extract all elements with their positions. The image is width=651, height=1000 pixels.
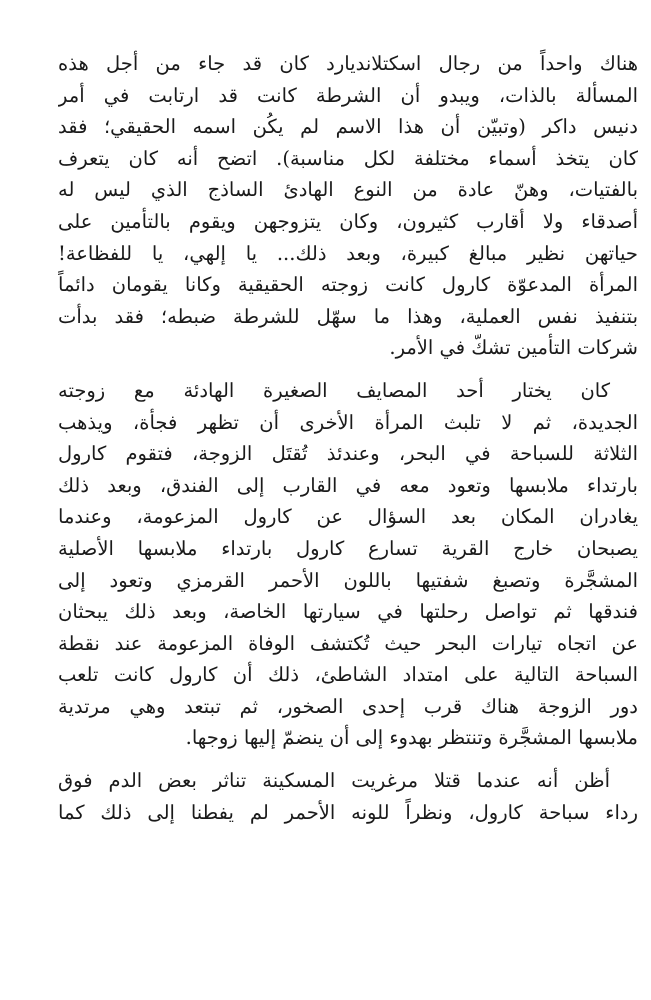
text-line: أصدقاء ولا أقارب كثيرون، وكان يتزوجهن ويقوم بالتأمين على [58, 209, 638, 233]
text-line: المرأة المدعوّة كارول كانت زوجته الحقيقية وكانا يقومان دائماً [58, 273, 638, 297]
text-line: الجديدة، ثم لا تلبث المرأة الأخرى أن تظهر فجأة، ويذهب [58, 410, 638, 434]
text-line: رداء سباحة كارول، ونظراً للونه الأحمر لم يفطنا إلى ذلك كما [58, 800, 638, 824]
text-line: السباحة التالية على امتداد الشاطئ، ذلك أن كارول كانت تلعب [58, 663, 638, 687]
text-line: دنيس داكر (وتبيّن أن هذا الاسم لم يكُن اسمه الحقيقي؛ فقد [58, 115, 638, 139]
text-line: بارتداء ملابسها وتعود معه في القارب إلى الفندق، وبعد ذلك [58, 473, 638, 497]
text-line: يغادران المكان بعد السؤال عن كارول المزعومة، وعندما [58, 505, 638, 529]
text-line: ملابسها المشجَّرة وتنتظر بهدوء إلى أن ينضمّ إليها زوجها. [185, 726, 638, 750]
text-line: بالفتيات، وهنّ عادة من النوع الهادئ الساذج الذي ليس له [58, 178, 638, 202]
text-line: شركات التأمين تشكّ في الأمر. [389, 336, 638, 360]
text-line: المشجَّرة وتصبغ شفتيها باللون الأحمر القرمزي وتعود إلى [58, 568, 638, 592]
text-line: الثلاثة للسباحة في البحر، وعندئذ تُقتَل الزوجة، فتقوم كارول [58, 442, 638, 466]
text-line: المسألة بالذات، ويبدو أن الشرطة كانت قد ارتابت في أمر [58, 83, 638, 107]
text-line: كان يتخذ أسماء مختلفة لكل مناسبة). اتضح أنه كان يتعرف [58, 146, 638, 170]
text-line: دور الزوجة هناك قرب إحدى الصخور، ثم تبتعد وهي مرتدية [58, 694, 638, 718]
paragraph-3 [58, 765, 638, 828]
text-line: عن اتجاه تيارات البحر حيث تُكتشف الوفاة المزعومة عند نقطة [58, 631, 638, 655]
text-line: فندقها ثم تواصل رحلتها في سيارتها الخاصة، وبعد ذلك يبحثان [58, 600, 638, 624]
paragraph-2 [58, 375, 638, 754]
paragraph-1 [58, 48, 638, 364]
text-line: كان يختار أحد المصايف الصغيرة الهادئة مع زوجته [58, 378, 610, 402]
text-line: يصبحان خارج القرية تسارع كارول بارتداء ملابسها الأصلية [58, 536, 638, 560]
text-line: هناك واحداً من رجال اسكتلانديارد كان قد جاء من أجل هذه [58, 52, 638, 75]
text-line: أظن أنه عندما قتلا مرغريت المسكينة تناثر بعض الدم فوق [58, 769, 610, 793]
text-line: بتنفيذ نفس العملية، وهذا ما سهّل للشرطة ضبطه؛ فقد بدأت [58, 304, 638, 328]
text-line: حياتهن نظير مبالغ كبيرة، وبعد ذلك... يا إلهي، يا للفظاعة! [58, 241, 638, 265]
book-page [58, 48, 638, 828]
